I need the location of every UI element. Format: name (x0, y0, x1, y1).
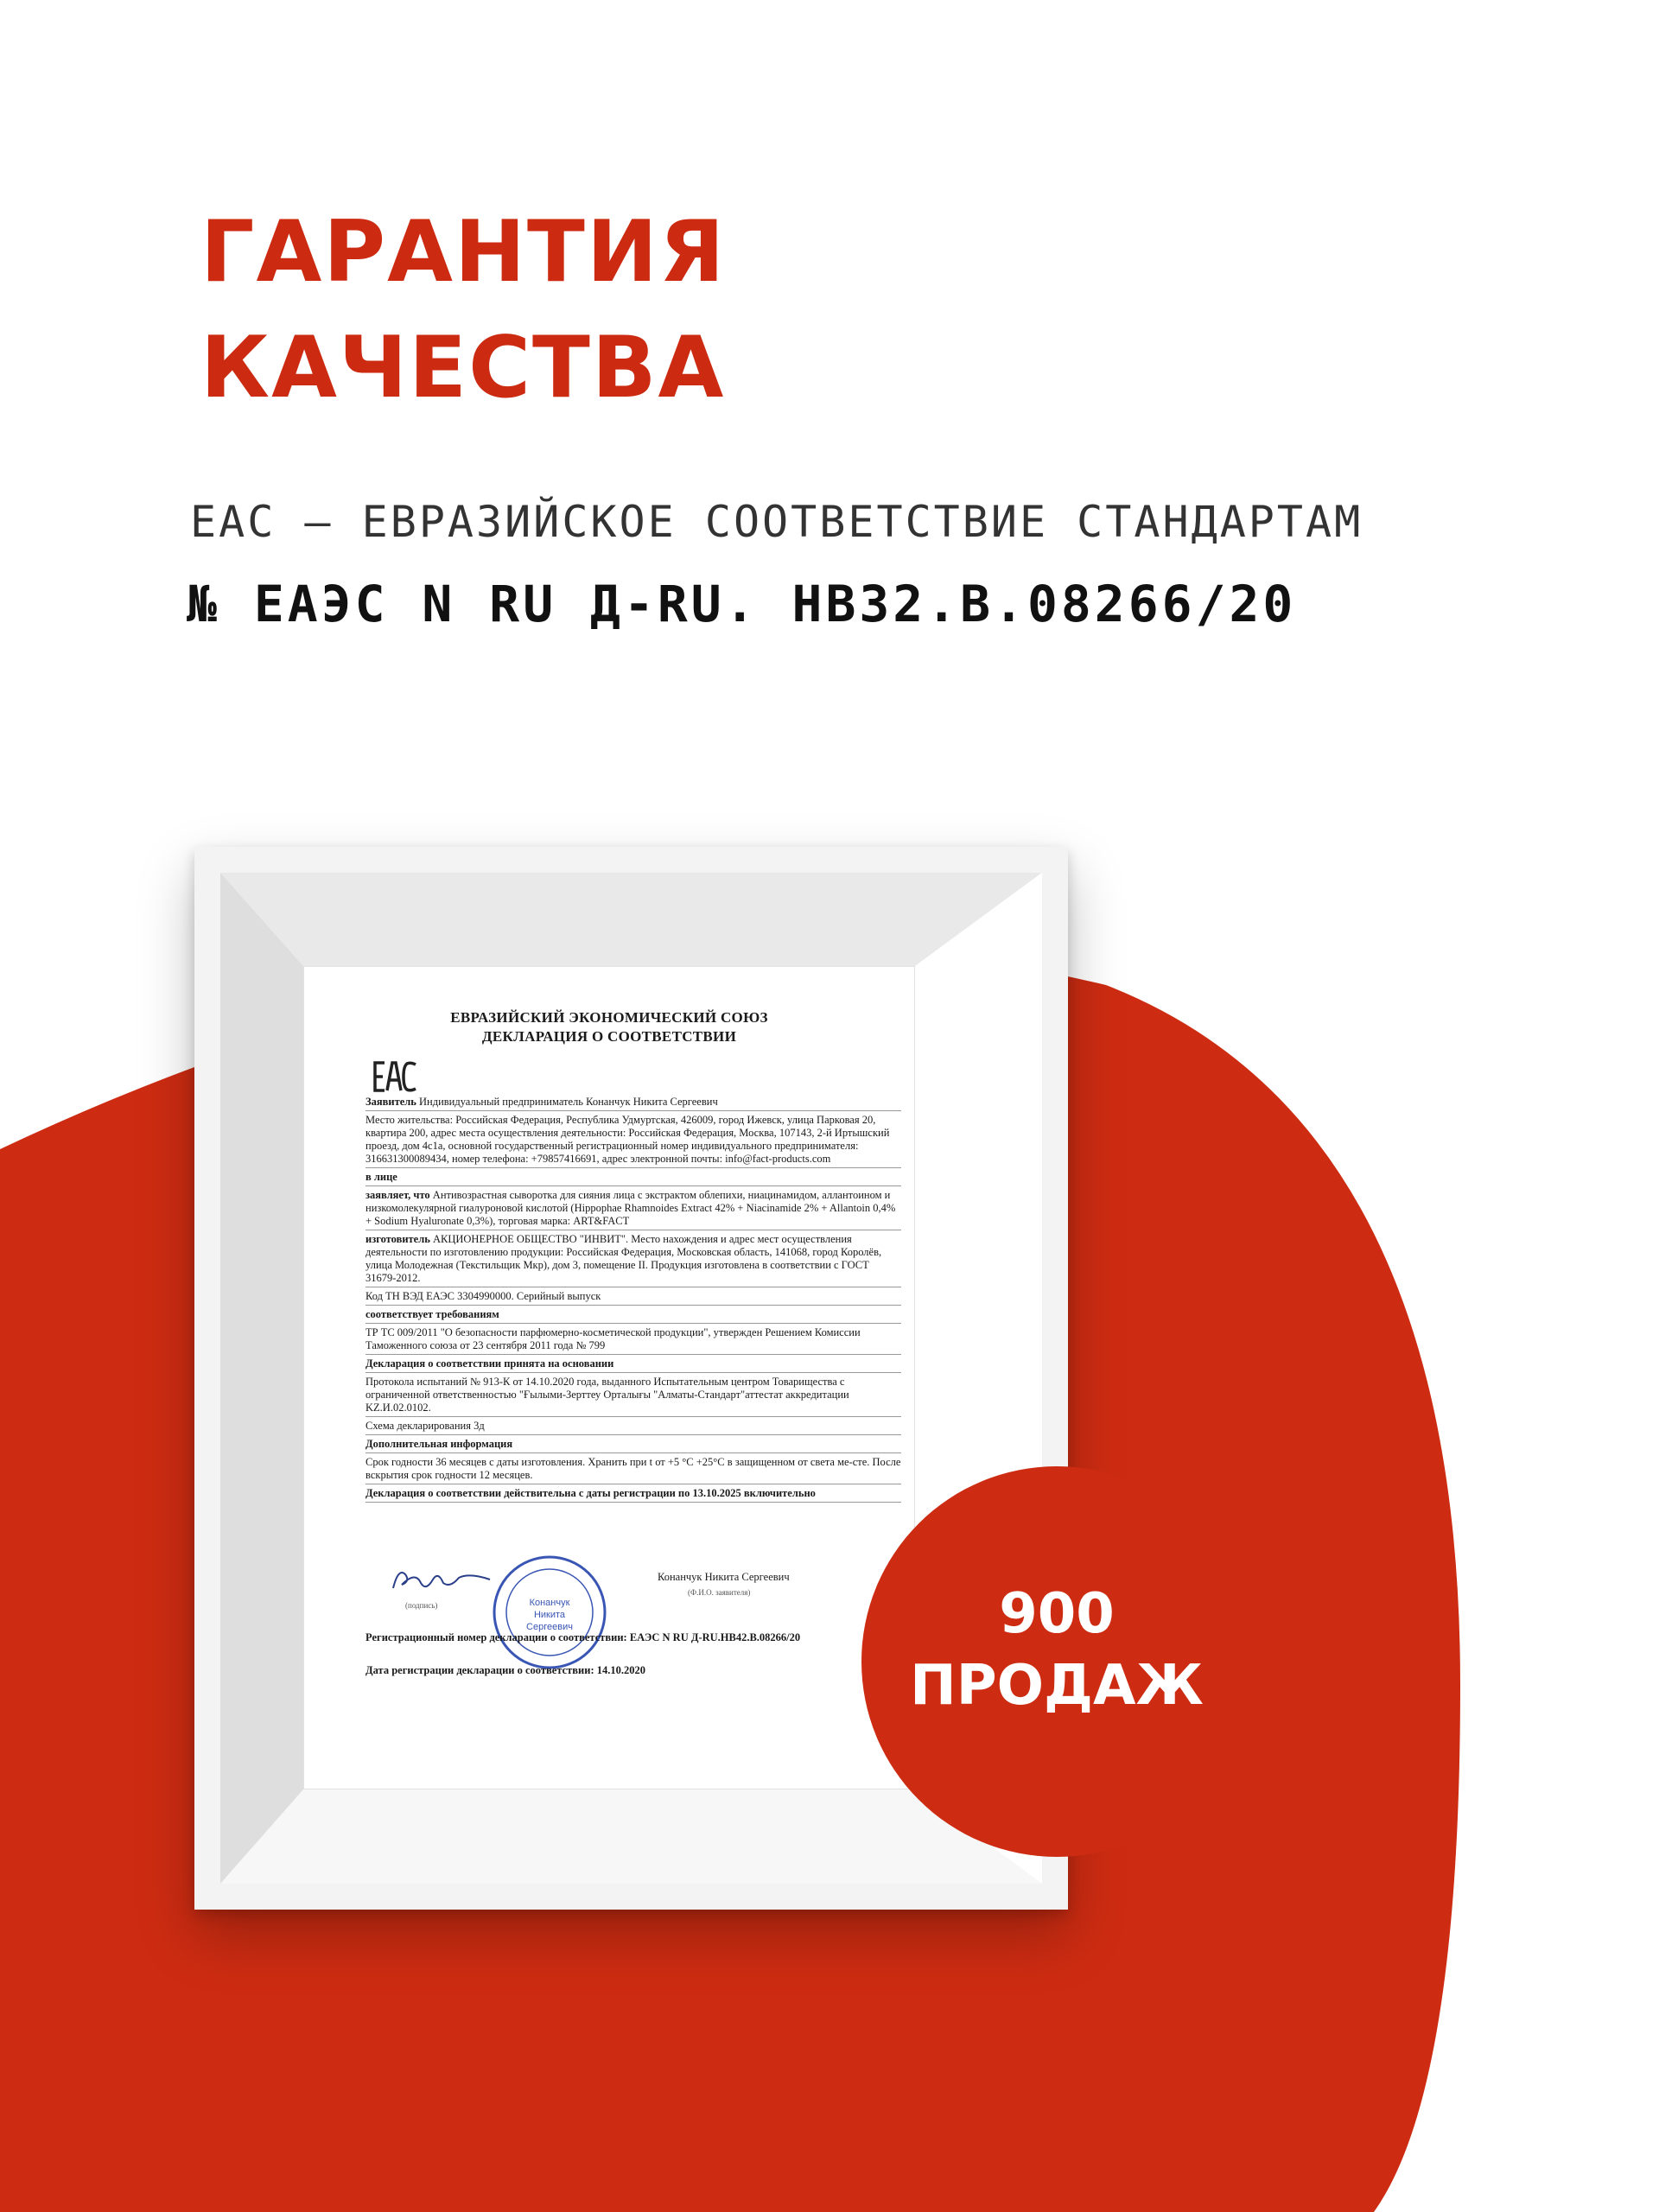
signer-name: Конанчук Никита Сергеевич (658, 1571, 790, 1583)
sales-count: 900 (999, 1582, 1115, 1646)
registration-number: Регистрационный номер декларации о соответствии: ЕАЭС N RU Д-RU.НВ42.В.08266/20 (365, 1631, 801, 1643)
applicant-label: Заявитель (365, 1096, 416, 1108)
additional-label: Дополнительная информация (365, 1438, 901, 1453)
address-text: Место жительства: Российская Федерация, Республика Удмуртская, 426009, город Ижевск, улица Парковая 20, квартира 200, адрес места осуществления деятельности: Российская Федерация, Москва, 107143, 2-й Иртышский проезд, дом 4с1а, основной государственный регистрационный номер индивидуального предпринимателя: 316631300089434, номер телефона: +79857416691, адрес электронной почты: info@fact-products.com (365, 1114, 901, 1168)
stamp-icon (489, 1552, 610, 1673)
manufacturer-label: изготовитель (365, 1233, 430, 1245)
svg-text:Конанчук: Конанчук (529, 1598, 570, 1608)
manufacturer-text: АКЦИОНЕРНОЕ ОБЩЕСТВО "ИНВИТ". Место нахождения и адрес мест осуществления деятельности по изготовлению продукции: Российская Федерация, Московская область, 141068, город Королёв, улица Молодежная (Текстильщик Мкр), дом 3, помещение II. Продукция изготовлена в соответствии с ГОСТ 31679-2012. (365, 1233, 882, 1284)
signer-caption: (Ф.И.О. заявителя) (688, 1588, 751, 1597)
registration-date: Дата регистрации декларации о соответствии: 14.10.2020 (365, 1664, 645, 1676)
requirements-text: ТР ТС 009/2011 "О безопасности парфюмерно-косметической продукции", утвержден Решением Комиссии Таможенного союза от 23 сентября 2011 года № 799 (365, 1326, 901, 1355)
requirements-label: соответствует требованиям (365, 1308, 901, 1324)
standard-text: EAC – ЕВРАЗИЙСКОЕ СООТВЕТСТВИЕ СТАНДАРТАМ (190, 497, 1363, 547)
svg-text:Сергеевич: Сергеевич (526, 1622, 573, 1632)
signature-icon (390, 1562, 493, 1597)
eac-logo-icon (372, 1059, 417, 1094)
declares-label: заявляет, что (365, 1189, 430, 1201)
applicant-text: Индивидуальный предприниматель Конанчук Никита Сергеевич (419, 1096, 718, 1108)
validity-text: Декларация о соответствии действительна с даты регистрации по 13.10.2025 включительно (365, 1487, 901, 1503)
declaration-document (303, 966, 915, 1789)
headline-line-1: ГАРАНТИЯ (200, 203, 727, 302)
doc-body (365, 1096, 901, 1505)
scheme-text: Схема декларирования 3д (365, 1420, 901, 1435)
declares-text: Антивозрастная сыворотка для сияния лица с экстрактом облепихи, ниацинамидом, аллантоином и низкомолекулярной гиалуроновой кислотой (Hippophae Rhamnoides Extract 42% + Niacinamide 2% + Allantoin 0,4% + Sodium Hyaluronate 0,3%), торговая марка: ART&FACT (365, 1189, 896, 1227)
basis-text: Протокола испытаний № 913-К от 14.10.2020 года, выданного Испытательным центром Товарищества с ограниченной ответственностью "Ғылыми-Зерттеу Орталығы "Алматы-Стандарт"аттестат аккредитации KZ.И.02.0102. (365, 1376, 901, 1417)
signature-caption: (подпись) (405, 1601, 438, 1610)
doc-title-declaration: ДЕКЛАРАЦИЯ О СООТВЕТСТВИИ (481, 1028, 737, 1045)
code-text: Код ТН ВЭД ЕАЭС 3304990000. Серийный выпуск (365, 1290, 901, 1306)
sales-label: ПРОДАЖ (910, 1654, 1204, 1718)
person-label: в лице (365, 1171, 901, 1186)
headline-line-2: КАЧЕСТВА (200, 319, 726, 417)
sales-badge (861, 1466, 1252, 1857)
svg-text:Никита: Никита (533, 1610, 566, 1620)
doc-title-union: ЕВРАЗИЙСКИЙ ЭКОНОМИЧЕСКИЙ СОЮЗ (450, 1009, 768, 1026)
additional-text: Срок годности 36 месяцев с даты изготовления. Хранить при t от +5 °С +25°С в защищенном от света ме-сте. После вскрытия срок годности 12 месяцев. (365, 1456, 901, 1484)
headline (200, 194, 726, 426)
declaration-number: № ЕАЭС N RU Д-RU. НВ32.В.08266/20 (187, 575, 1297, 633)
basis-label: Декларация о соответствии принята на основании (365, 1357, 901, 1373)
